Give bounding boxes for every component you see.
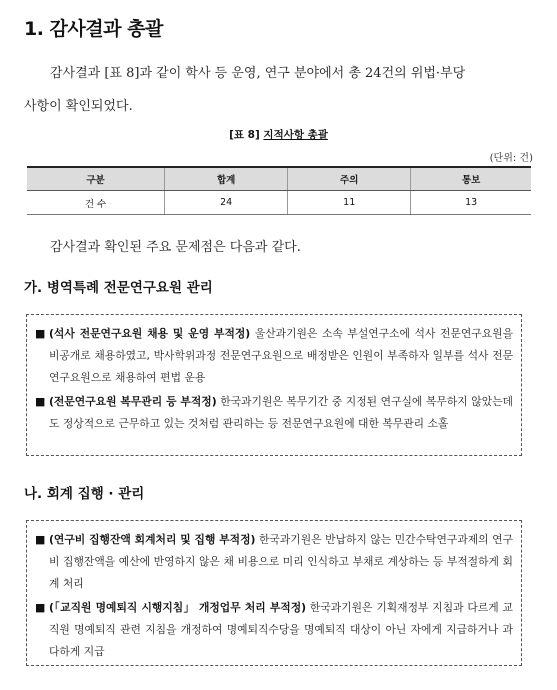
table-number: [표 8] [229, 129, 260, 141]
finding-item [35, 597, 513, 663]
table-unit: (단위: 건) [489, 153, 533, 164]
summary-table [27, 166, 531, 215]
square-bullet-icon: ■ [35, 327, 46, 340]
findings-box-a [26, 314, 522, 456]
header-caution: 주의 [288, 167, 411, 191]
finding-title: (연구비 집행잔액 회계처리 및 집행 부적정) [49, 533, 256, 546]
intro-paragraph-line-1: 감사결과 [표 8]과 같이 학사 등 운영, 연구 분야에서 총 24건의 위법·부당 [50, 66, 466, 81]
finding-title: (전문연구요원 복무관리 등 부적정) [49, 395, 217, 408]
finding-text: 울산과기원은 소속 부설연구소에 석사 전문연구요원을 비공개로 채용하였고, 박사학위과정 전문연구요원으로 배정받은 인원이 부족하자 일부를 석사 전문연구요원으로 채용하여 편법 운용 [49, 327, 513, 384]
section-heading: 1. 감사결과 총괄 [24, 18, 163, 40]
header-total: 합계 [165, 167, 288, 191]
cell-notice: 13 [411, 191, 531, 215]
header-notice: 통보 [411, 167, 531, 191]
finding-text: 한국과기원은 반납하지 않는 민간수탁연구과제의 연구비 집행잔액을 예산에 반영하지 않은 채 비용으로 미리 인식하고 부채로 계상하는 등 부적절하게 회계 처리 [49, 533, 514, 590]
finding-item [35, 529, 513, 595]
square-bullet-icon: ■ [35, 533, 46, 546]
lead-paragraph: 감사결과 확인된 주요 문제점은 다음과 같다. [50, 240, 301, 255]
finding-item [35, 391, 513, 435]
square-bullet-icon: ■ [35, 395, 46, 408]
table-title-text: 지적사항 총괄 [263, 129, 328, 141]
subsection-heading-b: 나. 회계 집행 · 관리 [24, 486, 145, 502]
finding-item [35, 323, 513, 389]
table-title [0, 127, 557, 142]
square-bullet-icon: ■ [35, 601, 46, 614]
cell-total: 24 [165, 191, 288, 215]
cell-caution: 11 [288, 191, 411, 215]
table-row [27, 191, 531, 215]
cell-category: 건 수 [27, 191, 165, 215]
finding-title: (「교직원 명예퇴직 시행지침」 개정업무 처리 부적정) [49, 601, 307, 614]
intro-paragraph-line-2: 사항이 확인되었다. [24, 99, 133, 114]
header-category: 구분 [27, 167, 165, 191]
finding-text: 한국과기원은 기획재정부 지침과 다르게 교직원 명예퇴직 관련 지침을 개정하여 명예퇴직수당을 명예퇴직 대상이 아닌 자에게 지급하거나 과다하게 지급 [49, 601, 513, 658]
subsection-heading-a: 가. 병역특례 전문연구요원 관리 [24, 280, 213, 296]
findings-box-b [26, 520, 522, 666]
finding-text: 한국과기원은 복무기간 중 지정된 연구실에 복무하지 않았는데도 정상적으로 근무하고 있는 것처럼 관리하는 등 전문연구요원에 대한 복무관리 소홀 [49, 395, 513, 430]
finding-title: (석사 전문연구요원 채용 및 운영 부적정) [49, 327, 251, 340]
table-header-row [27, 167, 531, 191]
